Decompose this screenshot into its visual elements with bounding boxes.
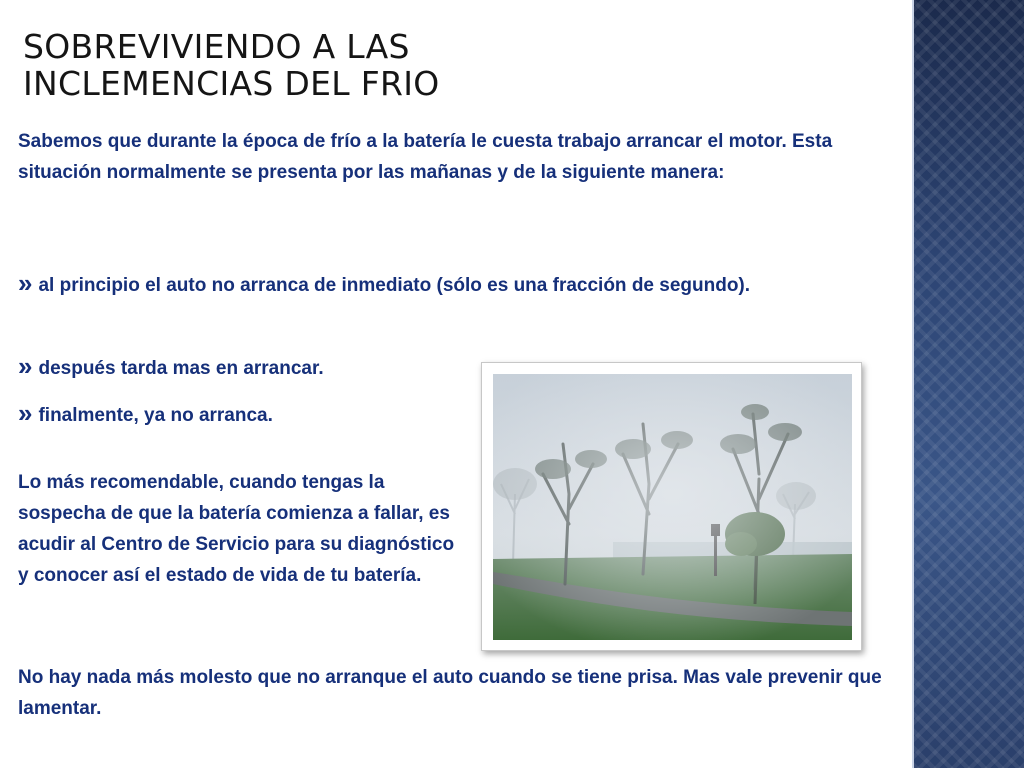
decorative-side-bar xyxy=(912,0,1024,768)
slide-title xyxy=(23,28,723,102)
bullet-marker: » xyxy=(18,398,33,428)
intro-paragraph: Sabemos que durante la época de frío a la batería le cuesta trabajo arrancar el motor. Esta situación normalmente se presenta por las mañanas y de la siguiente manera: xyxy=(18,131,833,183)
bullet-text: finalmente, ya no arranca. xyxy=(38,405,273,426)
recommendation-paragraph: Lo más recomendable, cuando tengas la sospecha de que la batería comienza a fallar, es acudir al Centro de Servicio para su diagnóstico y conocer así el estado de vida de tu batería. xyxy=(18,472,455,586)
bullet-item-1 xyxy=(18,268,878,301)
slide-title-line-2: INCLEMENCIAS DEL FRIO xyxy=(23,64,440,103)
slide-title-line-1: SOBREVIVIENDO A LAS xyxy=(23,27,410,66)
foggy-park-photo-frame xyxy=(481,362,862,651)
bullet-text: al principio el auto no arranca de inmediato (sólo es una fracción de segundo). xyxy=(38,275,751,296)
bullet-text: después tarda mas en arrancar. xyxy=(38,358,324,379)
bullet-marker: » xyxy=(18,351,33,381)
bullet-marker: » xyxy=(18,268,33,298)
bullet-item-2 xyxy=(18,351,458,384)
bullet-item-3 xyxy=(18,398,458,431)
closing-paragraph: No hay nada más molesto que no arranque el auto cuando se tiene prisa. Mas vale prevenir que lamentar. xyxy=(18,667,882,719)
foggy-park-photo xyxy=(493,374,852,640)
